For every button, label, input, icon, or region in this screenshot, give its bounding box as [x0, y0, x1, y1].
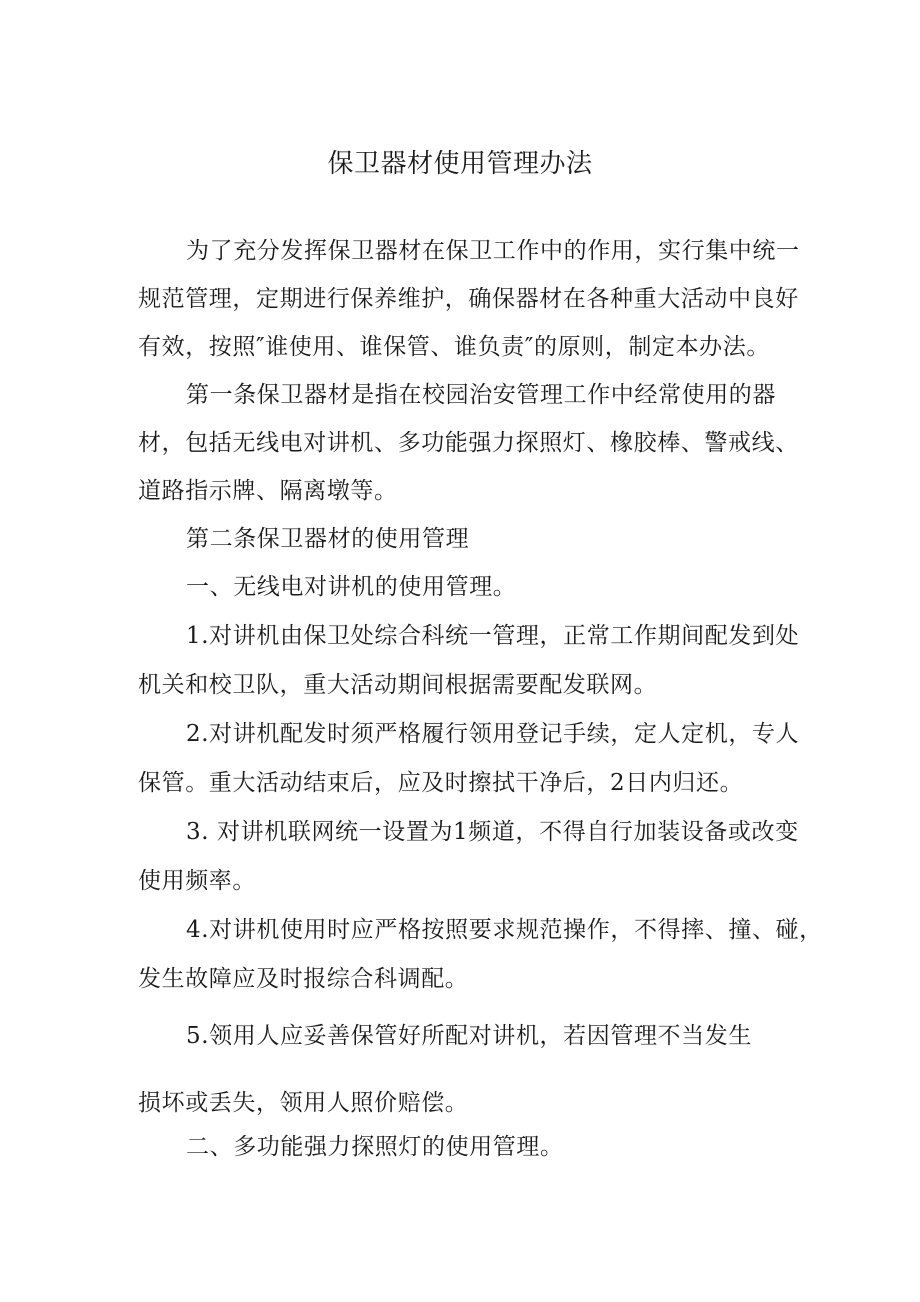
- paragraph-line: 发生故障应及时报综合科调配。: [138, 966, 469, 992]
- paragraph-line: 1.对讲机由保卫处综合科统一管理，正常工作期间配发到处: [186, 623, 800, 649]
- paragraph-line: 有效，按照″谁使用、谁保管、谁负责″的原则，制定本办法。: [138, 334, 770, 360]
- paragraph-line: 为了充分发挥保卫器材在保卫工作中的作用，实行集中统一: [186, 238, 800, 264]
- paragraph-line: 2.对讲机配发时须严格履行领用登记手续，定人定机，专人: [186, 721, 800, 747]
- subsection-heading: 一、无线电对讲机的使用管理。: [186, 574, 517, 600]
- subsection-heading: 二、多功能强力探照灯的使用管理。: [186, 1134, 564, 1160]
- section-heading: 第二条保卫器材的使用管理: [186, 526, 470, 552]
- paragraph-line: 使用频率。: [138, 868, 256, 894]
- paragraph-line: 3. 对讲机联网统一设置为1频道，不得自行加装设备或改变: [186, 819, 799, 845]
- paragraph-line: 规范管理，定期进行保养维护，确保器材在各种重大活动中良好: [138, 286, 799, 312]
- paragraph-line: 机关和校卫队，重大活动期间根据需要配发联网。: [138, 672, 658, 698]
- paragraph-line: 道路指示牌、隔离墩等。: [138, 478, 398, 504]
- paragraph-line: 第一条保卫器材是指在校园治安管理工作中经常使用的器: [186, 382, 776, 408]
- document-title: 保卫器材使用管理办法: [327, 149, 593, 179]
- paragraph-line: 材，包括无线电对讲机、多功能强力探照灯、橡胶棒、警戒线、: [138, 430, 799, 456]
- paragraph-line: 5.领用人应妥善保管好所配对讲机，若因管理不当发生: [186, 1023, 752, 1049]
- paragraph-line: 保管。重大活动结束后，应及时擦拭干净后，2日内归还。: [138, 770, 744, 796]
- paragraph-line: 4.对讲机使用时应严格按照要求规范操作，不得摔、撞、碰，: [186, 917, 823, 943]
- paragraph-line: 损坏或丢失，领用人照价赔偿。: [138, 1090, 469, 1116]
